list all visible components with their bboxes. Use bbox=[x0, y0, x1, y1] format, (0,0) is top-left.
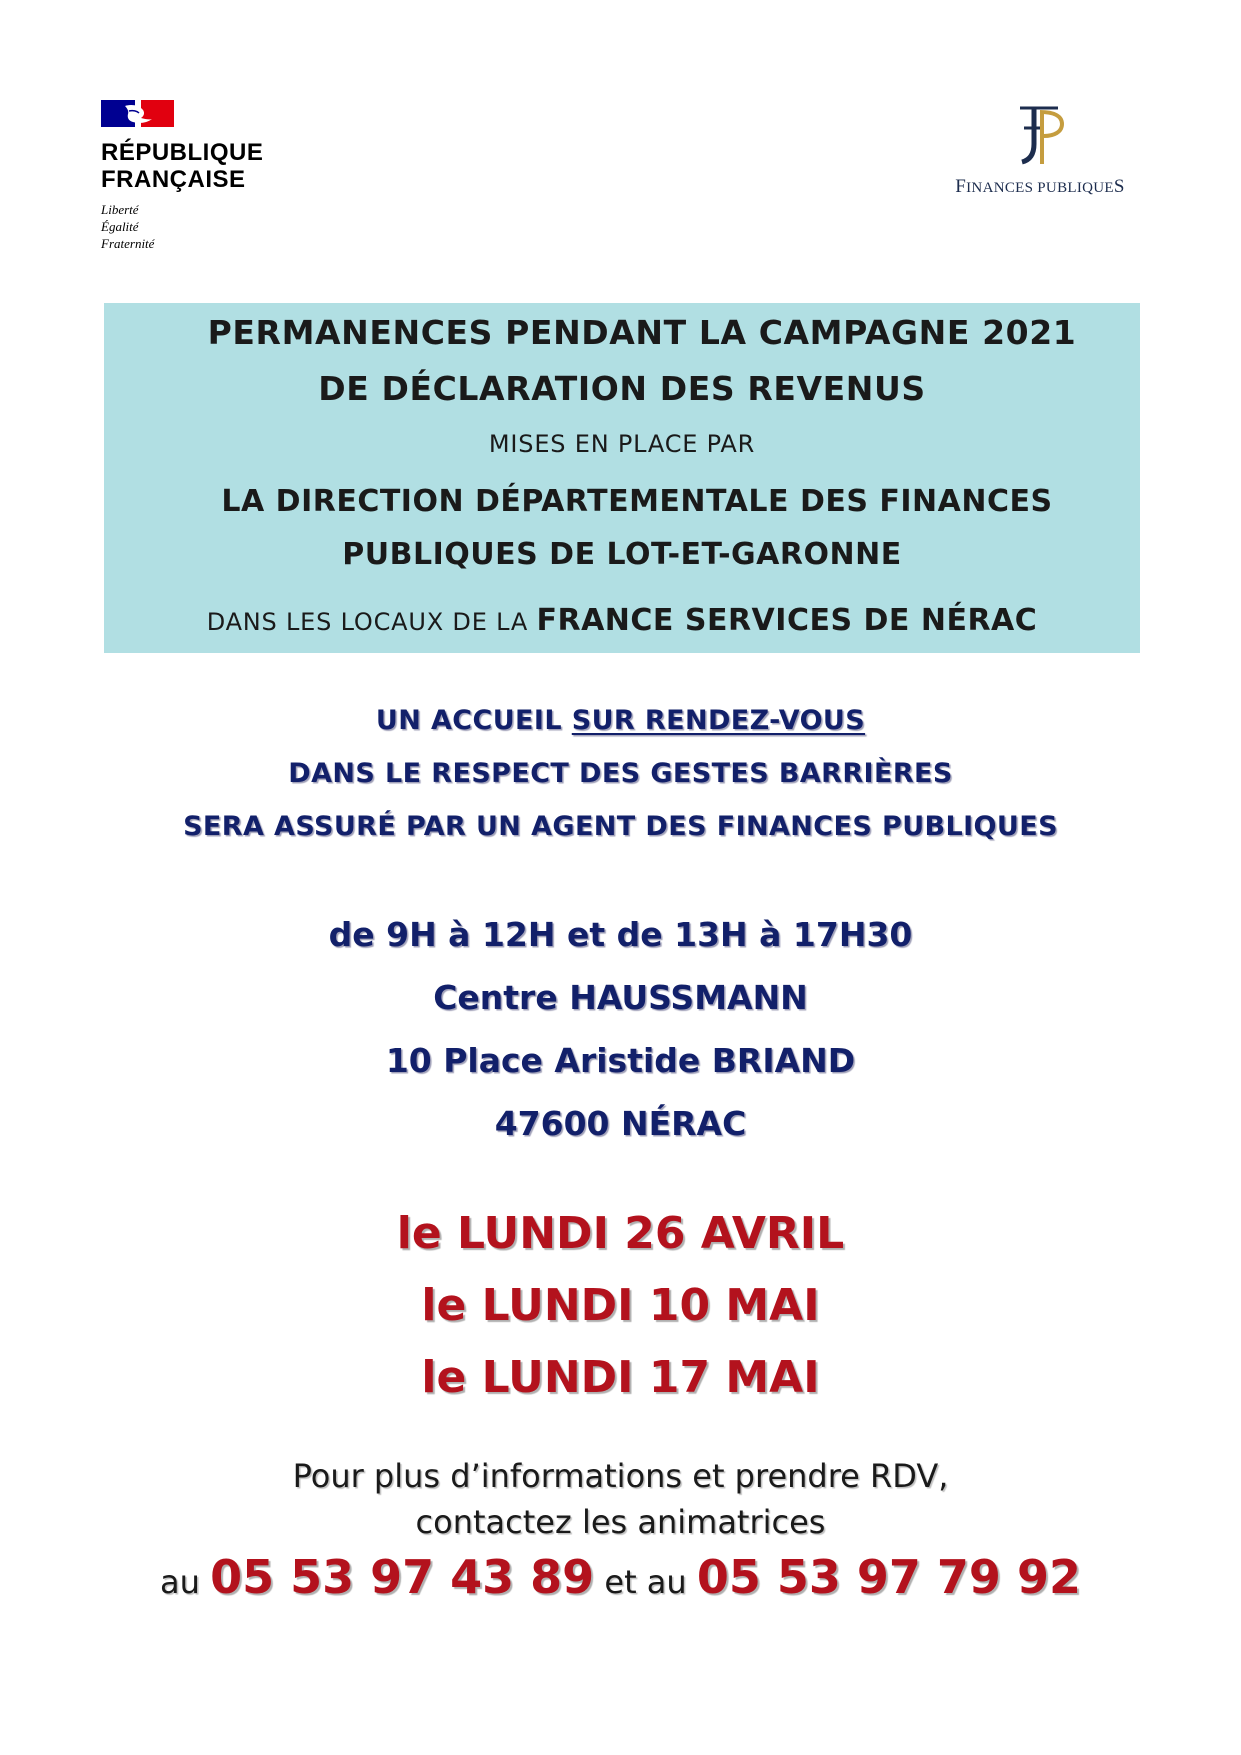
marianne-flag-icon bbox=[101, 100, 174, 127]
hours: de 9H à 12H et de 13H à 17H30 bbox=[328, 915, 913, 954]
finances-publiques-text: FINANCES PUBLIQUES bbox=[955, 176, 1125, 197]
title-line-1: PERMANENCES PENDANT LA CAMPAGNE 2021 bbox=[207, 313, 1077, 352]
date-2: le LUNDI 10 MAI bbox=[421, 1280, 820, 1331]
republique-francaise-logo bbox=[101, 100, 321, 252]
fp-monogram-icon bbox=[1010, 104, 1070, 166]
contact-line-1: Pour plus d’informations et prendre RDV, bbox=[292, 1457, 949, 1495]
contact-phones: au 05 53 97 43 89 et au 05 53 97 79 92 bbox=[160, 1550, 1081, 1604]
accueil-line-3: SERA ASSURÉ PAR UN AGENT DES FINANCES PUBLIQUES bbox=[183, 811, 1058, 842]
contact-line-2: contactez les animatrices bbox=[415, 1503, 826, 1541]
republique-francaise-name: RÉPUBLIQUE FRANÇAISE bbox=[101, 139, 264, 193]
title-line-6: DANS LES LOCAUX DE LA FRANCE SERVICES DE NÉRAC bbox=[206, 603, 1038, 638]
republic-motto: Liberté Égalité Fraternité bbox=[101, 202, 155, 251]
city: 47600 NÉRAC bbox=[494, 1104, 747, 1143]
date-1: le LUNDI 26 AVRIL bbox=[396, 1208, 845, 1259]
title-box bbox=[104, 303, 1140, 653]
phone-number-2[interactable]: 05 53 97 79 92 bbox=[696, 1550, 1081, 1604]
title-line-3: MISES EN PLACE PAR bbox=[488, 430, 756, 458]
date-3: le LUNDI 17 MAI bbox=[421, 1352, 820, 1403]
finances-publiques-logo bbox=[940, 104, 1140, 198]
accueil-line-1: UN ACCUEIL SUR RENDEZ-VOUS bbox=[375, 705, 866, 736]
title-line-2: DE DÉCLARATION DES REVENUS bbox=[318, 369, 926, 408]
venue: Centre HAUSSMANN bbox=[433, 978, 808, 1017]
street-address: 10 Place Aristide BRIAND bbox=[385, 1041, 856, 1080]
title-line-4: LA DIRECTION DÉPARTEMENTALE DES FINANCES bbox=[221, 484, 1053, 519]
accueil-line-2: DANS LE RESPECT DES GESTES BARRIÈRES bbox=[288, 758, 953, 789]
title-line-5: PUBLIQUES DE LOT-ET-GARONNE bbox=[342, 537, 902, 572]
phone-number-1[interactable]: 05 53 97 43 89 bbox=[210, 1550, 595, 1604]
